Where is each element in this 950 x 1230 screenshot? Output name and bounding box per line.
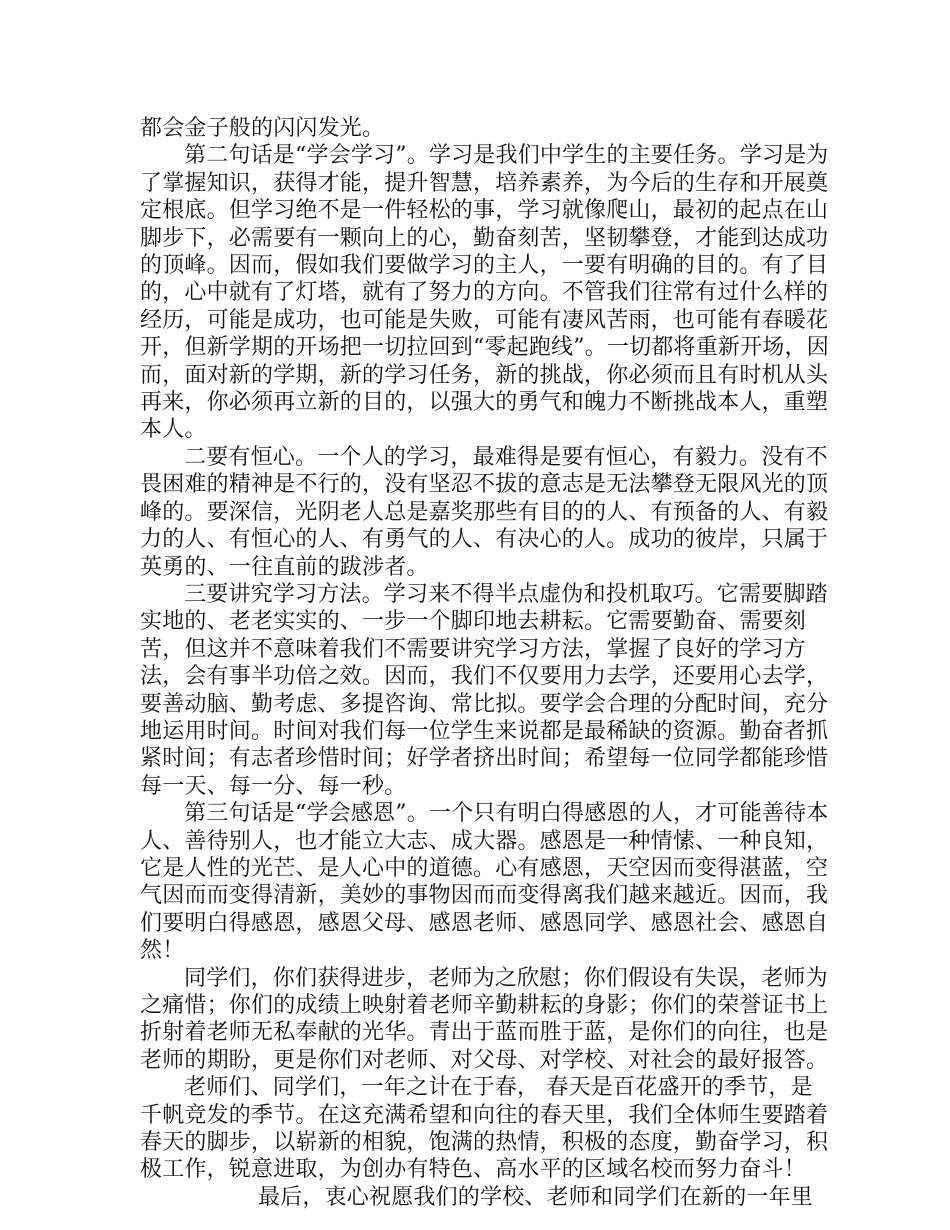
paragraph-closing-wish: 最后，衷心祝愿我们的学校、老师和同学们在新的一年里 — [258, 1184, 814, 1210]
document-page — [140, 115, 830, 1211]
paragraph-continuation: 都会金子般的闪闪发光。 — [140, 116, 385, 141]
paragraph-students: 同学们，你们获得进步，老师为之欣慰；你们假设有失误，老师为之痛惜；你们的成绩上映射着老师辛勤耕耘的身影；你们的荣誉证书上折射着老师无私奉献的光华。青出于蓝而胜于蓝，是你们的向往，也是老师的期盼，更是你们对老师、对父母、对学校、对社会的最好报答。 — [140, 965, 829, 1073]
paragraph-spring: 老师们、同学们，一年之计在于春， 春天是百花盛开的季节，是千帆竞发的季节。在这充满希望和向往的春天里，我们全体师生要踏着春天的脚步，以崭新的相貌，饱满的热情，积极的态度，勤奋学习，积极工作，锐意进取，为创办有特色、高水平的区域名校而努力奋斗！ — [140, 1075, 829, 1183]
paragraph-study-method: 三要讲究学习方法。学习来不得半点虚伪和投机取巧。它需要脚踏实地的、老老实实的、一步一个脚印地去耕耘。它需要勤奋、需要刻苦，但这并不意味着我们不需要讲究学习方法，掌握了良好的学习方法，会有事半功倍之效。因而，我们不仅要用力去学，还要用心去学，要善动脑、勤考虑、多提咨询、常比拟。要学会合理的分配时间，充分地运用时间。时间对我们每一位学生来说都是最稀缺的资源。勤奋者抓紧时间；有志者珍惜时间；好学者挤出时间；希望每一位同学都能珍惜每一天、每一分、每一秒。 — [140, 581, 829, 799]
paragraph-gratitude: 第三句话是“学会感恩”。一个只有明白得感恩的人，才可能善待本人、善待别人，也才能立大志、成大器。感恩是一种情愫、一种良知，它是人性的光芒、是人心中的道德。心有感恩，天空因而变得湛蓝，空气因而而变得清新，美妙的事物因而而变得离我们越来越近。因而，我们要明白得感恩，感恩父母、感恩老师、感恩同学、感恩社会、感恩自然！ — [140, 801, 829, 964]
paragraph-perseverance: 二要有恒心。一个人的学习，最难得是要有恒心，有毅力。没有不畏困难的精神是不行的，没有坚忍不拔的意志是无法攀登无限风光的顶峰的。要深信，光阴老人总是嘉奖那些有目的的人、有预备的人、有毅力的人、有恒心的人、有勇气的人、有决心的人。成功的彼岸，只属于英勇的、一往直前的跋涉者。 — [140, 444, 829, 580]
paragraph-learn-to-study: 第二句话是“学会学习”。学习是我们中学生的主要任务。学习是为了掌握知识，获得才能，提升智慧，培养素养，为今后的生存和开展奠定根底。但学习绝不是一件轻松的事，学习就像爬山，最初的起点在山脚步下，必需要有一颗向上的心，勤奋刻苦，坚韧攀登，才能到达成功的顶峰。因而，假如我们要做学习的主人，一要有明确的目的。有了目的，心中就有了灯塔，就有了努力的方向。不管我们往常有过什么样的经历，可能是成功，也可能是失败，可能有凄风苦雨，也可能有春暖花开，但新学期的开场把一切拉回到“零起跑线”。一切都将重新开场，因而，面对新的学期，新的学习任务，新的挑战，你必须而且有时机从头再来，你必须再立新的目的，以强大的勇气和魄力不断挑战本人，重塑本人。 — [140, 143, 829, 443]
